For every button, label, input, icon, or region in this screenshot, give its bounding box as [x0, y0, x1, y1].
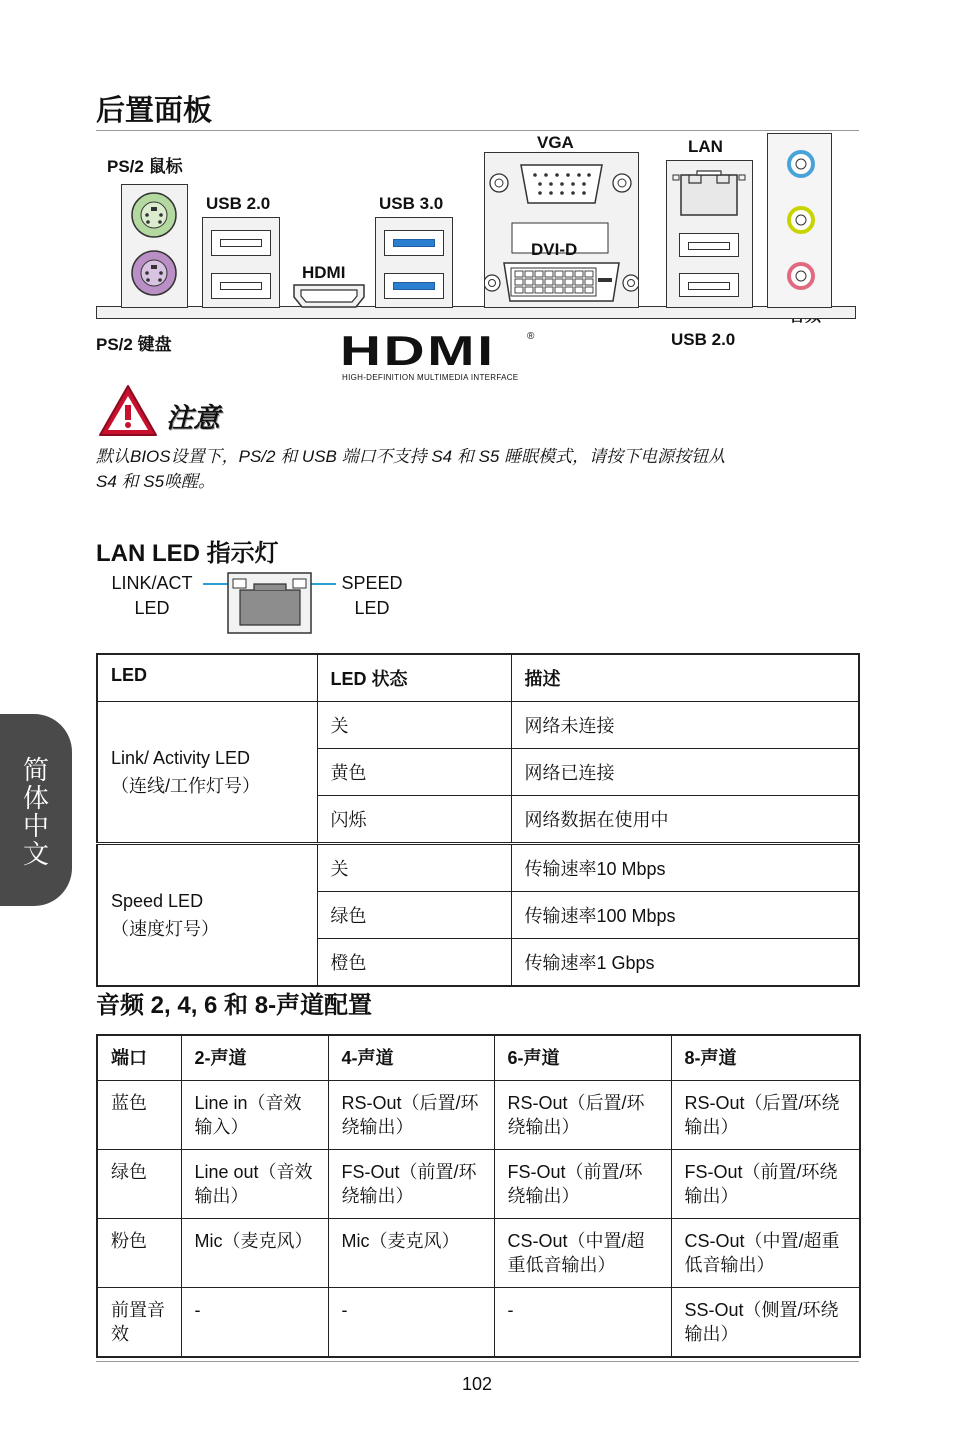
- speed-label-line2: LED: [354, 598, 390, 618]
- led-name: Link/ Activity LED: [111, 748, 251, 768]
- table-row: [97, 1081, 860, 1150]
- led-state: 关: [317, 844, 511, 892]
- language-side-tab-label: 简体中文: [22, 755, 49, 869]
- audio-config-title: 音频 2, 4, 6 和 8-声道配置: [96, 992, 373, 1019]
- speed-label-line1: SPEED: [341, 573, 403, 593]
- ps2-mouse-label: PS/2 鼠标: [107, 157, 183, 176]
- port-cell: 前置音效: [97, 1288, 181, 1358]
- audio-jacks-icon: [768, 134, 831, 307]
- usb20-port: [211, 273, 271, 299]
- led-description: 传输速率10 Mbps: [511, 844, 859, 892]
- caution-text-line1: 默认BIOS设置下，PS/2 和 USB 端口不支持 S4 和 S5 睡眠模式，请按下电源按钮从: [96, 447, 726, 466]
- table-row: [97, 1288, 860, 1358]
- link-act-led-label: [106, 571, 198, 621]
- lan-port-icon: [667, 161, 752, 221]
- hdmi-port-icon: [292, 283, 366, 309]
- cell-4ch: Mic（麦克风）: [328, 1219, 494, 1288]
- page-title: 后置面板: [96, 95, 213, 127]
- language-side-tab: [0, 714, 72, 906]
- table-row: [97, 1219, 860, 1288]
- usb20-left-block: [202, 217, 280, 308]
- table-row: [97, 844, 859, 892]
- usb20-left-label: USB 2.0: [206, 194, 271, 213]
- dvi-label: DVI-D: [531, 240, 578, 259]
- cell-2ch: Mic（麦克风）: [181, 1219, 328, 1288]
- hdmi-logo-reg: ®: [527, 331, 535, 342]
- led-state: 橙色: [317, 939, 511, 987]
- led-name-cn: （连线/工作灯号）: [111, 776, 261, 796]
- caution-text-line2: S4 和 S5唤醒。: [96, 472, 216, 491]
- cell-8ch: SS-Out（侧置/环绕输出）: [671, 1288, 860, 1358]
- lan-label: LAN: [688, 137, 723, 156]
- header-port: 端口: [97, 1035, 181, 1081]
- led-description: 传输速率100 Mbps: [511, 892, 859, 939]
- cell-2ch: -: [181, 1288, 328, 1358]
- port-cell: 粉色: [97, 1219, 181, 1288]
- header-4ch: 4-声道: [328, 1035, 494, 1081]
- led-name-cn: （速度灯号）: [111, 919, 219, 939]
- link-act-label-line1: LINK/ACT: [111, 573, 193, 593]
- warning-triangle-icon: [97, 383, 159, 439]
- vga-label: VGA: [537, 133, 574, 152]
- cell-6ch: FS-Out（前置/环绕输出）: [494, 1150, 671, 1219]
- video-port-block: [484, 152, 639, 308]
- cell-4ch: FS-Out（前置/环绕输出）: [328, 1150, 494, 1219]
- cell-8ch: CS-Out（中置/超重低音输出）: [671, 1219, 860, 1288]
- header-led: LED: [97, 654, 317, 702]
- vga-dvi-ports-icon: [485, 153, 638, 307]
- led-state: 黄色: [317, 749, 511, 796]
- caution-title: 注意: [166, 403, 220, 433]
- audio-channel-table: [96, 1034, 861, 1358]
- usb30-port: [384, 230, 444, 256]
- hdmi-label: HDMI: [302, 263, 346, 282]
- usb30-block: [375, 217, 453, 308]
- table-row: [97, 702, 859, 749]
- table-header-row: [97, 1035, 860, 1081]
- cell-2ch: Line in（音效输入）: [181, 1081, 328, 1150]
- led-name-cell: [97, 844, 317, 987]
- table-row: [97, 1150, 860, 1219]
- header-8ch: 8-声道: [671, 1035, 860, 1081]
- cell-6ch: RS-Out（后置/环绕输出）: [494, 1081, 671, 1150]
- hdmi-logo-text: HDMI: [340, 327, 496, 374]
- ps2-port-block: [121, 184, 188, 308]
- usb20-right-label: USB 2.0: [671, 330, 736, 349]
- cell-8ch: RS-Out（后置/环绕输出）: [671, 1081, 860, 1150]
- header-2ch: 2-声道: [181, 1035, 328, 1081]
- led-name-cell: [97, 702, 317, 844]
- speed-led-label: [337, 571, 407, 621]
- cell-6ch: CS-Out（中置/超重低音输出）: [494, 1219, 671, 1288]
- led-state: 关: [317, 702, 511, 749]
- cell-8ch: FS-Out（前置/环绕输出）: [671, 1150, 860, 1219]
- table-header-row: [97, 654, 859, 702]
- led-description: 传输速率1 Gbps: [511, 939, 859, 987]
- led-description: 网络已连接: [511, 749, 859, 796]
- cell-2ch: Line out（音效输出）: [181, 1150, 328, 1219]
- title-rule: [96, 130, 859, 131]
- caution-text: [96, 444, 725, 494]
- ps2-ports-icon: [122, 185, 187, 307]
- cell-4ch: -: [328, 1288, 494, 1358]
- usb30-label: USB 3.0: [379, 194, 444, 213]
- ps2-keyboard-label: PS/2 键盘: [96, 335, 172, 354]
- usb20-port: [211, 230, 271, 256]
- lan-led-title: LAN LED 指示灯: [96, 540, 279, 567]
- lan-led-diagram-icon: [200, 570, 340, 640]
- page-number: 102: [461, 1374, 493, 1394]
- usb20-port: [679, 233, 739, 257]
- usb20-port: [679, 273, 739, 297]
- hdmi-logo-tagline: HIGH-DEFINITION MULTIMEDIA INTERFACE: [342, 373, 519, 382]
- link-act-label-line2: LED: [134, 598, 170, 618]
- port-cell: 绿色: [97, 1150, 181, 1219]
- lan-led-table: [96, 653, 860, 987]
- led-state: 绿色: [317, 892, 511, 939]
- cell-6ch: -: [494, 1288, 671, 1358]
- led-description: 网络数据在使用中: [511, 796, 859, 844]
- cell-4ch: RS-Out（后置/环绕输出）: [328, 1081, 494, 1150]
- led-state: 闪烁: [317, 796, 511, 844]
- usb30-port: [384, 273, 444, 299]
- port-cell: 蓝色: [97, 1081, 181, 1150]
- header-description: 描述: [511, 654, 859, 702]
- led-description: 网络未连接: [511, 702, 859, 749]
- header-6ch: 6-声道: [494, 1035, 671, 1081]
- lan-usb-block: [666, 160, 753, 308]
- footer-rule: [96, 1361, 859, 1362]
- header-led-state: LED 状态: [317, 654, 511, 702]
- led-name: Speed LED: [111, 891, 204, 911]
- audio-jack-block: [767, 133, 832, 308]
